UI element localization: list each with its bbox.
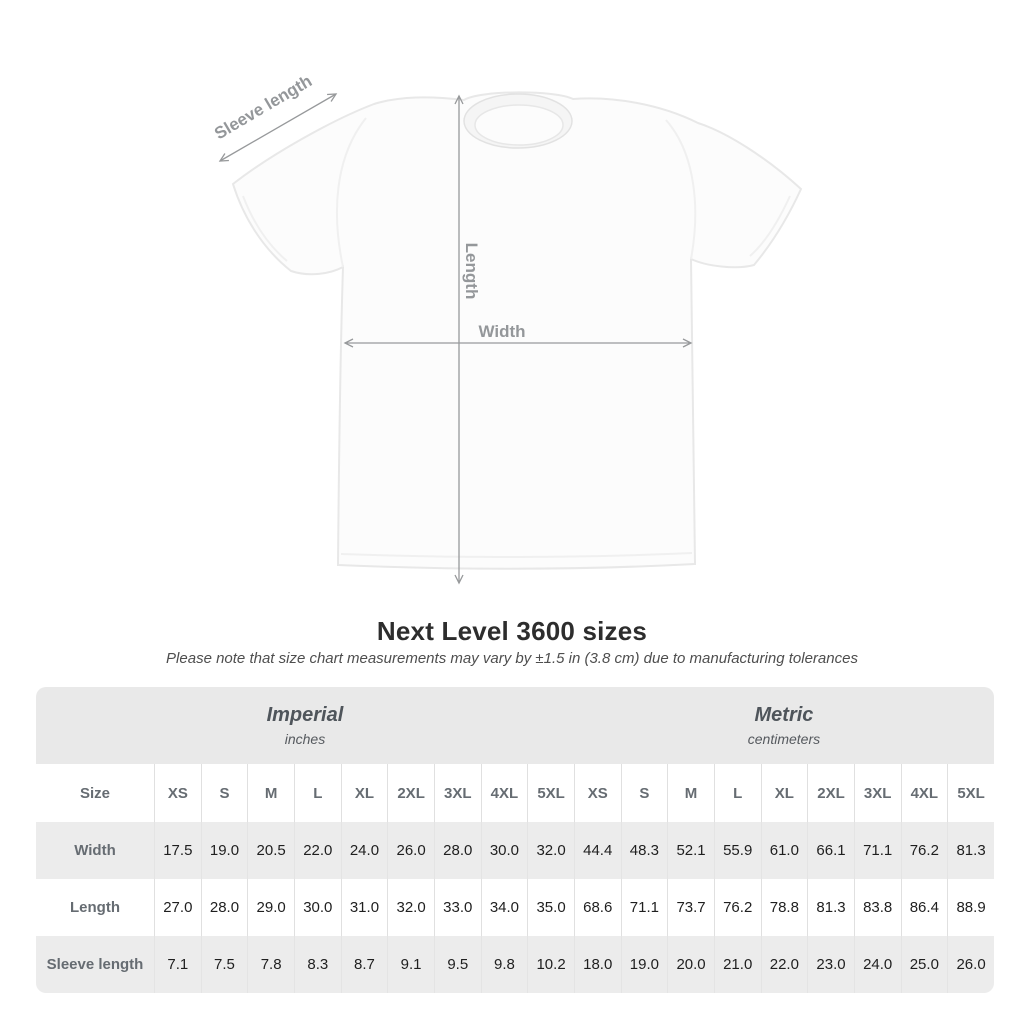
size-col-metric-xs: XS	[574, 764, 621, 822]
measurement-cell: 9.5	[434, 936, 481, 993]
size-col-metric-3xl: 3XL	[854, 764, 901, 822]
measurement-cell: 76.2	[714, 879, 761, 936]
row-label: Width	[36, 822, 154, 879]
measurement-cell: 19.0	[621, 936, 668, 993]
measurement-cell: 81.3	[947, 822, 994, 879]
size-chart-table	[36, 687, 994, 993]
row-label: Sleeve length	[36, 936, 154, 993]
imperial-group-header	[36, 687, 574, 764]
size-col-metric-l: L	[714, 764, 761, 822]
page-title: Next Level 3600 sizes	[376, 616, 648, 646]
row-label: Length	[36, 879, 154, 936]
measurement-cell: 8.3	[294, 936, 341, 993]
width-label: Width	[478, 322, 526, 341]
measurement-cell: 8.7	[341, 936, 388, 993]
size-col-metric-2xl: 2XL	[807, 764, 854, 822]
measurement-cell: 18.0	[574, 936, 621, 993]
measurement-cell: 61.0	[761, 822, 808, 879]
imperial-group-sublabel: inches	[284, 731, 326, 747]
measurement-cell: 26.0	[947, 936, 994, 993]
measurement-cell: 76.2	[901, 822, 948, 879]
measurement-cell: 28.0	[201, 879, 248, 936]
measurement-cell: 32.0	[387, 879, 434, 936]
measurement-cell: 20.0	[667, 936, 714, 993]
size-col-imperial-4xl: 4XL	[481, 764, 528, 822]
measurement-cell: 21.0	[714, 936, 761, 993]
measurement-cell: 24.0	[341, 822, 388, 879]
size-column-header: Size	[36, 764, 154, 822]
size-col-metric-4xl: 4XL	[901, 764, 948, 822]
measurement-cell: 48.3	[621, 822, 668, 879]
metric-group-label: Metric	[754, 704, 814, 726]
measurement-cell: 88.9	[947, 879, 994, 936]
measurement-cell: 34.0	[481, 879, 528, 936]
size-col-imperial-xs: XS	[154, 764, 201, 822]
tolerance-note: Please note that size chart measurements may vary by ±1.5 in (3.8 cm) due to manufacturing tolerances	[166, 650, 858, 667]
measurement-cell: 9.1	[387, 936, 434, 993]
size-col-metric-5xl: 5XL	[947, 764, 994, 822]
measurement-cell: 83.8	[854, 879, 901, 936]
measurement-cell: 86.4	[901, 879, 948, 936]
measurement-cell: 22.0	[294, 822, 341, 879]
table-row	[36, 936, 994, 993]
measurement-cell: 25.0	[901, 936, 948, 993]
measurement-cell: 27.0	[154, 879, 201, 936]
measurement-cell: 26.0	[387, 822, 434, 879]
measurement-cell: 44.4	[574, 822, 621, 879]
measurement-cell: 32.0	[527, 822, 574, 879]
measurement-cell: 33.0	[434, 879, 481, 936]
measurement-cell: 35.0	[527, 879, 574, 936]
measurement-cell: 20.5	[247, 822, 294, 879]
measurement-cell: 78.8	[761, 879, 808, 936]
size-col-imperial-m: M	[247, 764, 294, 822]
collar-opening	[475, 105, 563, 145]
unit-group-row	[36, 687, 994, 764]
metric-group-sublabel: centimeters	[747, 731, 821, 747]
measurement-cell: 66.1	[807, 822, 854, 879]
measurement-cell: 68.6	[574, 879, 621, 936]
measurement-cell: 81.3	[807, 879, 854, 936]
imperial-group-label: Imperial	[266, 704, 344, 726]
measurement-cell: 29.0	[247, 879, 294, 936]
sleeve-length-label: Sleeve length	[211, 71, 316, 144]
measurement-cell: 55.9	[714, 822, 761, 879]
measurement-cell: 24.0	[854, 936, 901, 993]
measurement-cell: 17.5	[154, 822, 201, 879]
length-label: Length	[462, 242, 481, 300]
metric-group-header	[574, 687, 994, 764]
size-col-metric-xl: XL	[761, 764, 808, 822]
measurement-cell: 19.0	[201, 822, 248, 879]
measurement-cell: 71.1	[621, 879, 668, 936]
measurement-cell: 22.0	[761, 936, 808, 993]
size-header-row	[36, 764, 994, 822]
measurement-cell: 71.1	[854, 822, 901, 879]
measurement-cell: 31.0	[341, 879, 388, 936]
size-col-imperial-2xl: 2XL	[387, 764, 434, 822]
size-col-imperial-l: L	[294, 764, 341, 822]
measurement-cell: 30.0	[294, 879, 341, 936]
size-table-body	[36, 822, 994, 993]
measurement-cell: 30.0	[481, 822, 528, 879]
measurement-cell: 7.8	[247, 936, 294, 993]
size-col-metric-s: S	[621, 764, 668, 822]
size-col-imperial-s: S	[201, 764, 248, 822]
size-chart	[36, 687, 994, 993]
measurement-cell: 7.5	[201, 936, 248, 993]
measurement-cell: 73.7	[667, 879, 714, 936]
size-col-metric-m: M	[667, 764, 714, 822]
measurement-cell: 23.0	[807, 936, 854, 993]
measurement-cell: 52.1	[667, 822, 714, 879]
size-col-imperial-3xl: 3XL	[434, 764, 481, 822]
table-row	[36, 822, 994, 879]
measurement-cell: 7.1	[154, 936, 201, 993]
measurement-cell: 28.0	[434, 822, 481, 879]
table-row	[36, 879, 994, 936]
measurement-cell: 10.2	[527, 936, 574, 993]
size-col-imperial-5xl: 5XL	[527, 764, 574, 822]
size-col-imperial-xl: XL	[341, 764, 388, 822]
measurement-cell: 9.8	[481, 936, 528, 993]
